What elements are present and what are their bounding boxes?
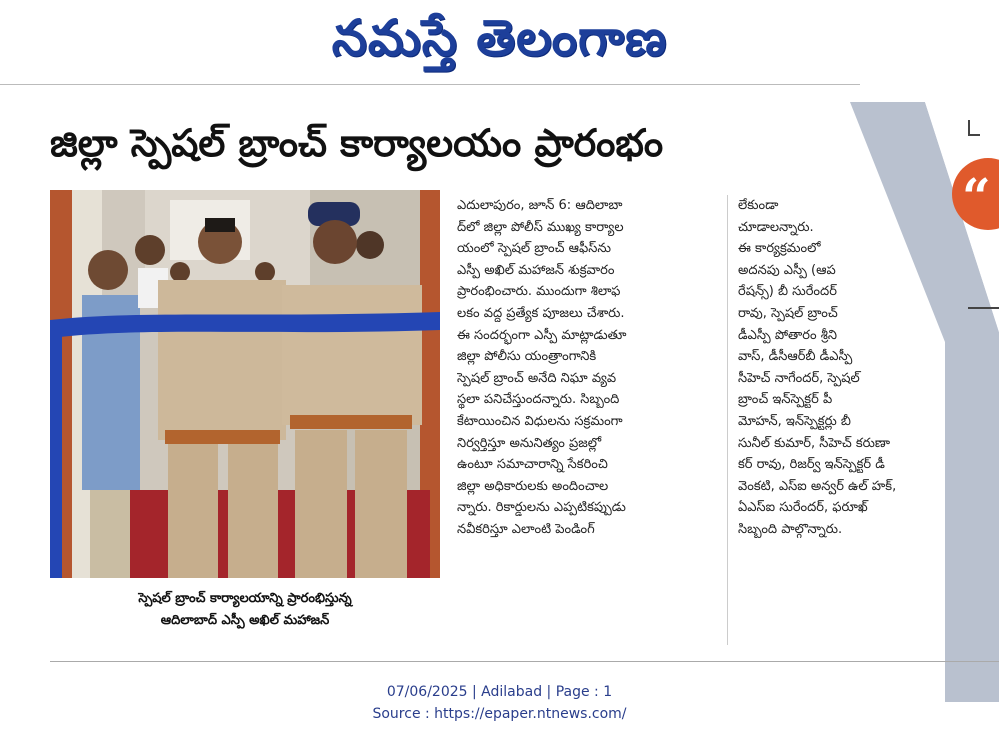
caption-line-1: స్పెషల్ బ్రాంచ్ కార్యాలయాన్ని ప్రారంభిస్తున్న bbox=[138, 591, 352, 606]
body-line: సీహెచ్ నాగేందర్, స్పెషల్ bbox=[738, 370, 860, 386]
body-line: ఎస్పీ అఖిల్ మహాజన్ శుక్రవారం bbox=[457, 262, 615, 278]
body-line: ఈ సందర్భంగా ఎస్పీ మాట్లాడుతూ bbox=[457, 327, 627, 343]
body-line: కేటాయించిన విధులను సక్రమంగా bbox=[457, 413, 623, 429]
body-line: రేషన్స్) బీ సురేందర్ bbox=[738, 284, 837, 300]
caption-line-2: ఆదిలాబాద్ ఎస్పీ అఖిల్ మహాజన్ bbox=[160, 613, 330, 628]
footer-source: Source : https://epaper.ntnews.com/ bbox=[372, 706, 627, 722]
masthead-divider bbox=[0, 84, 860, 85]
article-headline: జిల్లా స్పెషల్ బ్రాంచ్ కార్యాలయం ప్రారంభం bbox=[50, 121, 664, 165]
body-line: జిల్లా పోలీసు యంత్రాంగానికి bbox=[457, 349, 597, 365]
body-line: ప్రారంభించారు. ముందుగా శిలాఫ bbox=[457, 284, 621, 300]
quote-icon: “ bbox=[962, 167, 991, 226]
body-line: అదనపు ఎస్పీ (ఆప bbox=[738, 262, 836, 278]
body-line: ఈ కార్యక్రమంలో bbox=[738, 241, 821, 257]
article-photo bbox=[50, 190, 440, 578]
footer-date-edition: 07/06/2025 | Adilabad | Page : 1 bbox=[386, 684, 613, 700]
ribbon-cutting-photo bbox=[50, 190, 440, 578]
column-divider bbox=[727, 195, 728, 645]
body-line: లకం వద్ద ప్రత్యేక పూజలు చేశారు. bbox=[457, 305, 625, 321]
body-line: డీఎస్పీ పోతారం శ్రీని bbox=[738, 327, 837, 343]
footer-divider bbox=[50, 661, 999, 662]
body-line: జిల్లా అధికారులకు అందించాల bbox=[457, 478, 609, 494]
body-line: ఉంటూ సమాచారాన్ని సేకరించి bbox=[457, 457, 608, 473]
article-column-1 bbox=[457, 195, 717, 541]
body-line: న్నారు. రికార్డులను ఎప్పటికప్పుడు bbox=[457, 500, 626, 516]
photo-caption bbox=[50, 588, 440, 632]
body-line: సిబ్బంది పాల్గొన్నారు. bbox=[738, 521, 843, 537]
body-line: వెంకటి, ఎస్ఐ అన్వర్ ఉల్ హక్, bbox=[738, 478, 896, 494]
body-line: రావు, స్పెషల్ బ్రాంచ్ bbox=[738, 305, 838, 321]
body-line: స్థలా పనిచేస్తుందన్నారు. సిబ్బంది bbox=[457, 392, 620, 408]
body-line: లేకుండా bbox=[738, 198, 779, 213]
body-line: నిర్వర్తిస్తూ అనునిత్యం ప్రజల్లో bbox=[457, 435, 602, 451]
body-line: బ్రాంచ్ ఇన్‌స్పెక్టర్ పీ bbox=[738, 392, 833, 408]
body-line: స్పెషల్ బ్రాంచ్ అనేది నిఘా వ్యవ bbox=[457, 370, 617, 386]
masthead bbox=[0, 0, 999, 80]
body-line: సునీల్ కుమార్, సీహెచ్ కరుణా bbox=[738, 435, 890, 451]
adjacent-article-edge bbox=[850, 102, 999, 702]
body-line: యంలో స్పెషల్ బ్రాంచ్ ఆఫీస్‌ను bbox=[457, 241, 612, 257]
footer bbox=[0, 681, 999, 725]
body-line: ద్‌లో జిల్లా పోలీస్ ముఖ్య కార్యాల bbox=[457, 219, 624, 235]
body-line: నవీకరిస్తూ ఎలాంటి పెండింగ్ bbox=[457, 521, 595, 537]
body-line: ఎదులాపురం, జూన్ 6: ఆదిలాబా bbox=[457, 198, 623, 213]
body-line: ఏఎస్ఐ సురేందర్, ఫరూఖ్ bbox=[738, 500, 868, 516]
body-line: కర్ రావు, రిజర్వ్ ఇన్‌స్పెక్టర్ డీ bbox=[738, 457, 885, 473]
body-line: వాస్, డీసీఆర్‌బీ డీఎస్పీ bbox=[738, 349, 853, 365]
body-line: చూడాలన్నారు. bbox=[738, 219, 814, 235]
adjacent-article-graphic bbox=[850, 102, 999, 702]
newspaper-title: నమస్తే తెలంగాణ bbox=[331, 8, 668, 67]
body-line: మోహన్, ఇన్‌స్పెక్టర్లు బీ bbox=[738, 413, 851, 429]
